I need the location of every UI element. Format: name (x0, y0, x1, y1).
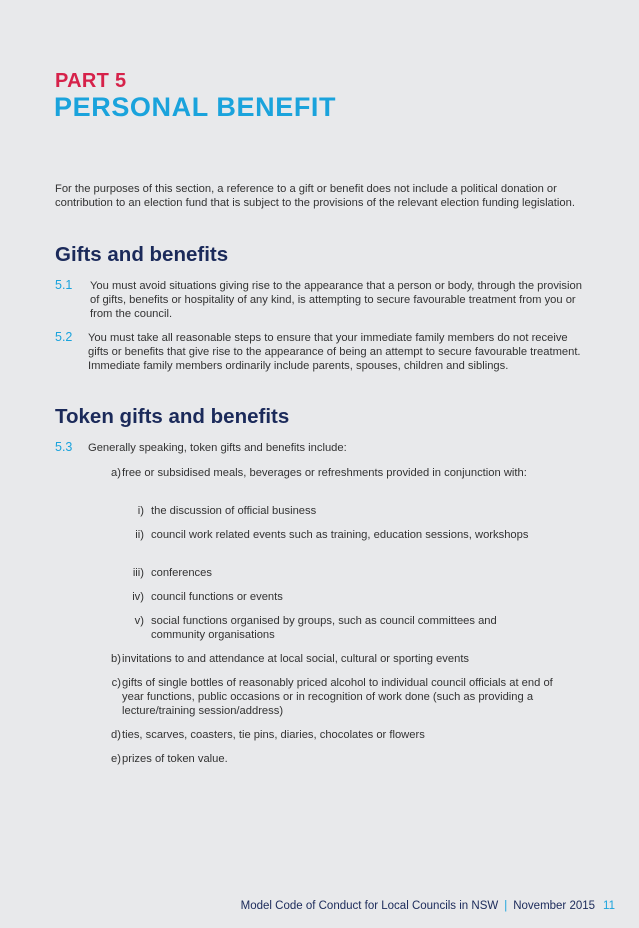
footer-separator: | (504, 900, 508, 912)
list-marker: a) (111, 467, 121, 479)
page-footer (241, 900, 615, 912)
list-marker: i) (137, 505, 144, 517)
list-marker: iii) (132, 567, 144, 579)
list-marker: e) (111, 753, 121, 765)
clause-text: You must avoid situations giving rise to the appearance that a person or body, through the provision of gifts, benefits or hospitality of any kind, is attempting to secure favourable treatment from you or from the council. (90, 280, 582, 320)
list-marker: v) (134, 615, 144, 627)
page-number: 11 (603, 900, 615, 912)
footer-date: November 2015 (513, 900, 596, 912)
intro-paragraph: For the purposes of this section, a reference to a gift or benefit does not include a political donation or contribution to an election fund that is subject to the provisions of the relevant election funding legislation. (55, 183, 575, 209)
page-title: PERSONAL BENEFIT (54, 92, 337, 122)
list-marker: c) (111, 677, 121, 689)
list-item-text: conferences (151, 567, 212, 579)
list-item-text: social functions organised by groups, such as council committees and community organisations (151, 615, 497, 641)
list-marker: b) (111, 653, 121, 665)
list-item-text: the discussion of official business (151, 505, 317, 517)
clause-text: Generally speaking, token gifts and benefits include: (88, 442, 347, 454)
list-item-text: gifts of single bottles of reasonably priced alcohol to individual council officials at end of year functions, public occasions or in recognition of work done (such as providing a lecture/training session/address) (122, 677, 553, 717)
part-label: PART 5 (55, 70, 127, 92)
clause-number: 5.3 (55, 440, 73, 454)
footer-doc-title: Model Code of Conduct for Local Councils in NSW (240, 900, 499, 912)
list-item-text: ties, scarves, coasters, tie pins, diaries, chocolates or flowers (122, 729, 425, 741)
list-item-text: council work related events such as training, education sessions, workshops (151, 529, 529, 541)
list-marker: ii) (135, 529, 144, 541)
list-marker: d) (111, 729, 121, 741)
list-item-text: council functions or events (151, 591, 283, 603)
list-item-text: prizes of token value. (122, 753, 228, 765)
clause-number: 5.2 (55, 330, 73, 344)
clause-number: 5.1 (55, 278, 73, 292)
list-item-text: invitations to and attendance at local social, cultural or sporting events (122, 653, 470, 665)
clause-text: You must take all reasonable steps to ensure that your immediate family members do not receive gifts or benefits that give rise to the appearance of being an attempt to secure favourable treatment. Immediate family members ordinarily include parents, spouses, children and siblings. (88, 332, 581, 372)
list-item-text: free or subsidised meals, beverages or refreshments provided in conjunction with: (122, 467, 527, 479)
heading-token-gifts: Token gifts and benefits (55, 405, 290, 428)
heading-gifts-and-benefits: Gifts and benefits (55, 243, 229, 266)
list-marker: iv) (132, 591, 144, 603)
